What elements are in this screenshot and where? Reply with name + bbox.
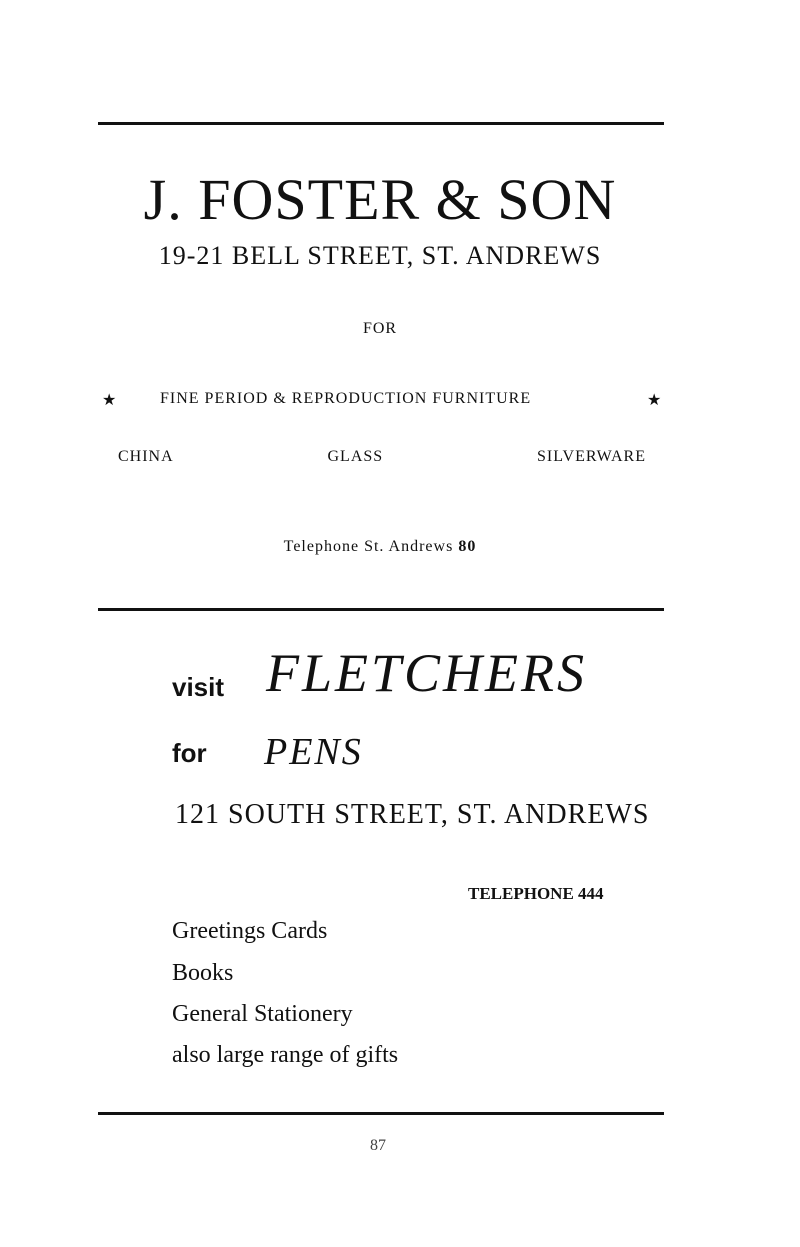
foster-telephone-number: 80 — [458, 538, 477, 555]
goods-item-china: CHINA — [118, 448, 174, 465]
foster-furniture-line: FINE PERIOD & REPRODUCTION FURNITURE — [160, 390, 532, 407]
fletchers-business-name: FLETCHERS — [266, 643, 588, 703]
page-number: 87 — [370, 1137, 386, 1154]
fletchers-address: 121 SOUTH STREET, ST. ANDREWS — [175, 799, 650, 830]
list-item: General Stationery — [172, 1001, 353, 1027]
list-item: also large range of gifts — [172, 1042, 399, 1068]
foster-goods-row — [118, 448, 646, 466]
foster-business-name: J. FOSTER & SON — [143, 167, 617, 232]
fletchers-telephone: TELEPHONE 444 — [468, 884, 604, 903]
foster-for-label: FOR — [362, 320, 398, 337]
foster-telephone-label: Telephone St. Andrews — [283, 538, 454, 555]
foster-telephone — [0, 538, 760, 556]
foster-address: 19-21 BELL STREET, ST. ANDREWS — [158, 241, 602, 270]
middle-divider — [98, 608, 664, 611]
fletchers-product: PENS — [264, 731, 363, 773]
star-icon: ★ — [102, 392, 117, 409]
top-divider — [98, 122, 664, 125]
bottom-divider — [98, 1112, 664, 1115]
star-icon: ★ — [647, 392, 662, 409]
list-item: Greetings Cards — [172, 918, 328, 944]
list-item: Books — [172, 960, 234, 986]
fletchers-for-label: for — [172, 738, 207, 768]
goods-item-glass: GLASS — [327, 448, 384, 465]
fletchers-visit-label: visit — [172, 672, 225, 702]
goods-item-silverware: SILVERWARE — [537, 448, 646, 465]
